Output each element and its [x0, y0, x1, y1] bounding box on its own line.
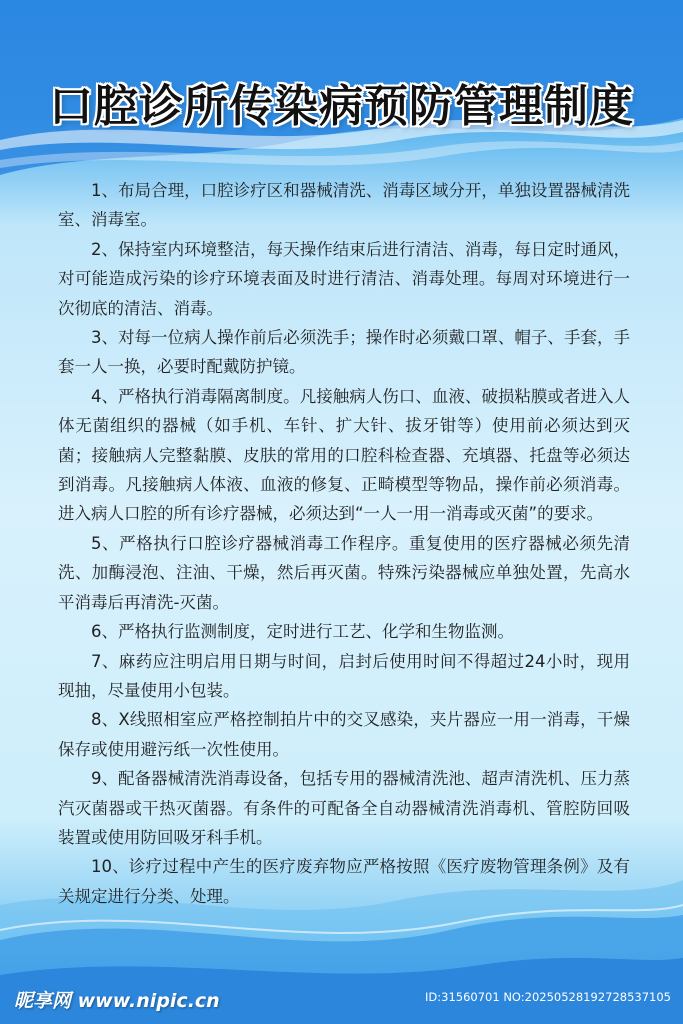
- rule-item: 3、对每一位病人操作前后必须洗手；操作时必须戴口罩、帽子、手套，手套一人一换，必要时配戴防护镜。: [58, 328, 630, 377]
- rule-item: 7、麻药应注明启用日期与时间，启封后使用时间不得超过24小时，现用现抽，尽量使用小包装。: [58, 651, 630, 700]
- rule-item: 5、严格执行口腔诊疗器械消毒工作程序。重复使用的医疗器械必须先清洗、加酶浸泡、注油、干燥，然后再灭菌。特殊污染器械应单独处置，先高水平消毒后再清洗-灭菌。: [58, 533, 630, 612]
- page-title: 口腔诊所传染病预防管理制度: [49, 81, 634, 132]
- rule-item: 1、布局合理，口腔诊疗区和器械清洗、消毒区域分开，单独设置器械清洗室、消毒室。: [58, 181, 630, 230]
- rule-item: 8、X线照相室应严格控制拍片中的交叉感染，夹片器应一用一消毒，干燥保存或使用避污纸一次性使用。: [58, 710, 630, 759]
- watermark-id: ID:31560701 NO:20250528192728537105: [425, 990, 671, 1004]
- watermark-logo: 昵享网 www.nipic.cn: [14, 990, 220, 1012]
- rule-item: 4、严格执行消毒隔离制度。凡接触病人伤口、血液、破损粘膜或者进入人体无菌组织的器械（如手机、车针、扩大针、拔牙钳等）使用前必须达到灭菌；接触病人完整黏膜、皮肤的常用的口腔科检查器、充填器、托盘等必须达到消毒。凡接触病人体液、血液的修复、正畸模型等物品，操作前必须消毒。进入病人口腔的所有诊疗器械，必须达到“一人一用一消毒或灭菌”的要求。: [58, 386, 630, 524]
- rule-item: 9、配备器械清洗消毒设备，包括专用的器械清洗池、超声清洗机、压力蒸汽灭菌器或干热灭菌器。有条件的可配备全自动器械清洗消毒机、管腔防回吸装置或使用防回吸牙科手机。: [58, 769, 630, 847]
- rule-item: 2、保持室内环境整洁，每天操作结束后进行清洁、消毒，每日定时通风，对可能造成污染的诊疗环境表面及时进行清洁、消毒处理。每周对环境进行一次彻底的清洁、消毒。: [58, 239, 630, 318]
- rule-item: 10、诊疗过程中产生的医疗废弃物应严格按照《医疗废物管理条例》及有关规定进行分类、处理。: [58, 857, 630, 906]
- rule-item: 6、严格执行监测制度，定时进行工艺、化学和生物监测。: [91, 622, 514, 642]
- rules-list: [58, 176, 630, 911]
